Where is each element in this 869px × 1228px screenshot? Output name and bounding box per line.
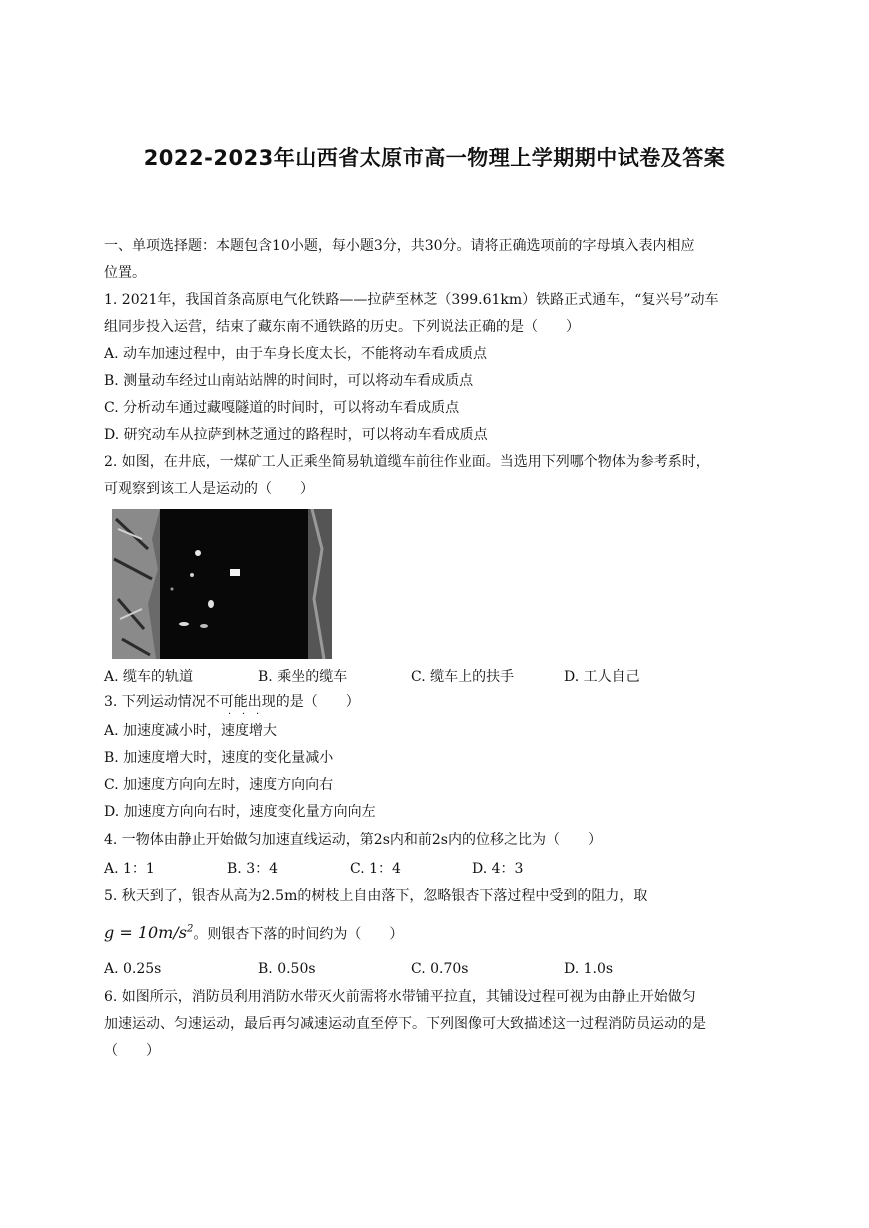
q1-option-c: C. 分析动车通过藏嘎隧道的时间时，可以将动车看成质点 bbox=[104, 400, 460, 416]
emphasis-dot: · bbox=[228, 709, 232, 720]
section-instructions-line1: 一、单项选择题：本题包含10小题，每小题3分，共30分。请将正确选项前的字母填入表内相应 bbox=[104, 238, 695, 254]
gravity-formula: $g = 10m/s^2$ bbox=[104, 923, 194, 943]
section-instructions-line2: 位置。 bbox=[104, 265, 146, 281]
q5-stem-line1: 5. 秋天到了，银杏从高为2.5m的树枝上自由落下，忽略银杏下落过程中受到的阻力，取 bbox=[104, 888, 648, 904]
page-title: 2022-2023年山西省太原市高一物理上学期期中试卷及答案 bbox=[143, 146, 726, 170]
q1-option-b: B. 测量动车经过山南站站牌的时间时，可以将动车看成质点 bbox=[104, 373, 474, 389]
q3-option-c: C. 加速度方向向左时，速度方向向右 bbox=[104, 777, 334, 793]
emphasis-dot: · bbox=[256, 709, 260, 720]
q5-option-d: D. 1.0s bbox=[564, 961, 614, 977]
q5-option-b: B. 0.50s bbox=[258, 961, 316, 977]
q3-option-d: D. 加速度方向向右时，速度变化量方向向左 bbox=[104, 804, 376, 820]
q6-stem-line1: 6. 如图所示，消防员利用消防水带灭火前需将水带铺平拉直，其铺设过程可视为由静止开始做匀 bbox=[104, 989, 696, 1005]
q5-option-c: C. 0.70s bbox=[411, 961, 469, 977]
q5-option-a: A. 0.25s bbox=[104, 961, 162, 977]
q3-option-b: B. 加速度增大时，速度的变化量减小 bbox=[104, 750, 334, 766]
q2-option-b: B. 乘坐的缆车 bbox=[258, 669, 348, 685]
q2-option-a: A. 缆车的轨道 bbox=[104, 669, 194, 685]
mine-cable-car-photo bbox=[112, 509, 332, 659]
q6-stem-line2: 加速运动、匀速运动，最后再匀减速运动直至停下。下列图像可大致描述这一过程消防员运动的是 bbox=[104, 1016, 706, 1032]
q6-stem-line3: （ ） bbox=[104, 1043, 160, 1059]
q1-stem-line2: 组同步投入运营，结束了藏东南不通铁路的历史。下列说法正确的是（ ） bbox=[104, 319, 580, 335]
q2-option-c: C. 缆车上的扶手 bbox=[411, 669, 515, 685]
q1-option-a: A. 动车加速过程中，由于车身长度太长，不能将动车看成质点 bbox=[104, 346, 488, 362]
q5-stem-line2: $g = 10m/s^2$。则银杏下落的时间约为（ ） bbox=[104, 923, 404, 943]
q4-option-d: D. 4：3 bbox=[472, 861, 524, 877]
q4-stem: 4. 一物体由静止开始做匀加速直线运动，第2s内和前2s内的位移之比为（ ） bbox=[104, 832, 602, 848]
q2-stem-line1: 2. 如图，在井底，一煤矿工人正乘坐简易轨道缆车前往作业面。当选用下列哪个物体为参考系时， bbox=[104, 454, 710, 470]
q1-stem-line1: 1. 2021年，我国首条高原电气化铁路——拉萨至林芝（399.61km）铁路正式通车，“复兴号”动车 bbox=[104, 292, 719, 308]
q2-option-d: D. 工人自己 bbox=[564, 669, 640, 685]
q3-stem: 3. 下列运动情况不可能出现的是（ ） bbox=[104, 694, 360, 710]
emphasis-dot: · bbox=[242, 709, 246, 720]
q2-stem-line2: 可观察到该工人是运动的（ ） bbox=[104, 481, 314, 497]
q1-option-d: D. 研究动车从拉萨到林芝通过的路程时，可以将动车看成质点 bbox=[104, 427, 488, 443]
q4-option-b: B. 3：4 bbox=[227, 861, 279, 877]
q3-option-a: A. 加速度减小时，速度增大 bbox=[104, 723, 278, 739]
q4-option-c: C. 1：4 bbox=[350, 861, 401, 877]
q4-option-a: A. 1：1 bbox=[104, 861, 155, 877]
